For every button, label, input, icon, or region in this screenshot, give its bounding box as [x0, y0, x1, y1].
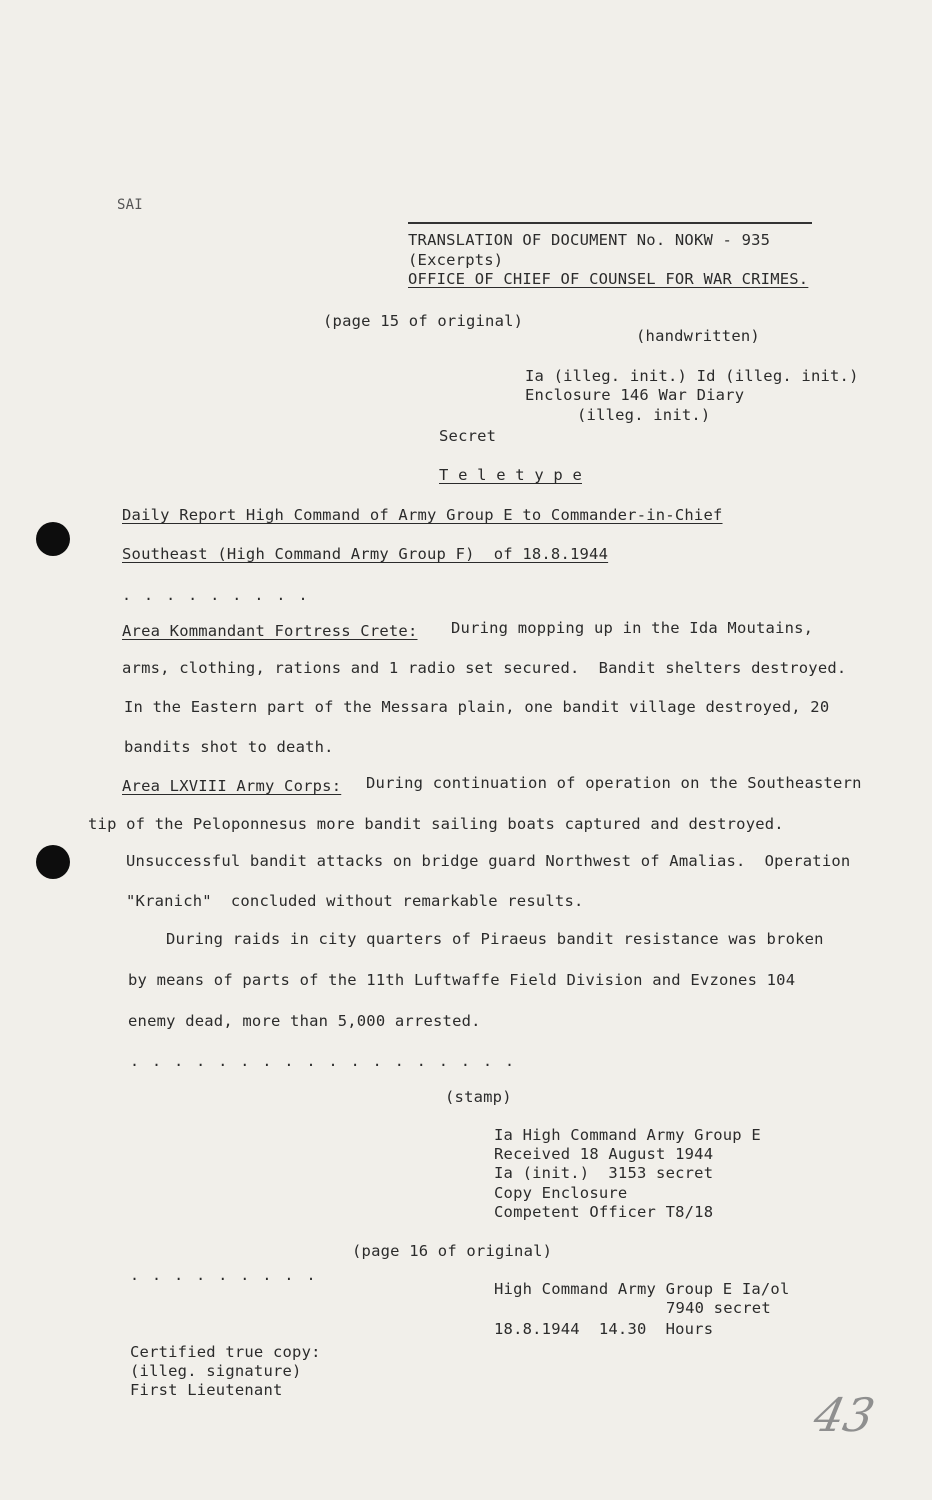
secret-label: Secret — [439, 427, 497, 445]
stamp-line-2: Received 18 August 1944 — [494, 1145, 714, 1163]
stamp-line-4: Copy Enclosure — [494, 1184, 628, 1202]
header-top-rule — [408, 222, 812, 224]
translation-title: TRANSLATION OF DOCUMENT No. NOKW - 935 — [408, 231, 771, 249]
page-15-label: (page 15 of original) — [323, 312, 524, 330]
subject-line-2: Southeast (High Command Army Group F) of 18.8.1944 — [122, 545, 609, 563]
corps-line-4: "Kranich" concluded without remarkable results. — [126, 892, 584, 910]
initials-line-2: Enclosure 146 War Diary — [525, 386, 745, 404]
certified-line-3: First Lieutenant — [130, 1381, 283, 1399]
subject-line-1: Daily Report High Command of Army Group E to Commander-in-Chief — [122, 506, 723, 524]
separator-dots-3: . . . . . . . . . — [130, 1266, 318, 1284]
footer-ref-line-3: 18.8.1944 14.30 Hours — [494, 1320, 714, 1338]
stamp-label: (stamp) — [445, 1088, 512, 1106]
footer-ref-line-2: 7940 secret — [666, 1299, 771, 1317]
stamp-line-5: Competent Officer T8/18 — [494, 1203, 714, 1221]
stamp-line-3: Ia (init.) 3153 secret — [494, 1164, 714, 1182]
certified-line-2: (illeg. signature) — [130, 1362, 302, 1380]
crete-line-4: bandits shot to death. — [124, 738, 334, 756]
separator-dots-2: . . . . . . . . . . . . . . . . . . — [130, 1052, 517, 1070]
corps-label: Area LXVIII Army Corps: — [122, 777, 342, 795]
footer-ref-line-1: High Command Army Group E Ia/ol — [494, 1280, 790, 1298]
page-16-label: (page 16 of original) — [352, 1242, 553, 1260]
handwritten-label: (handwritten) — [636, 327, 760, 345]
piraeus-line-2: by means of parts of the 11th Luftwaffe Field Division and Evzones 104 — [128, 971, 796, 989]
corps-line-3: Unsuccessful bandit attacks on bridge guard Northwest of Amalias. Operation — [126, 852, 851, 870]
corps-line-2: tip of the Peloponnesus more bandit sailing boats captured and destroyed. — [88, 815, 784, 833]
teletype-heading: T e l e t y p e — [439, 466, 582, 484]
office-title: OFFICE OF CHIEF OF COUNSEL FOR WAR CRIMES. — [408, 270, 809, 288]
initials-line-3: (illeg. init.) — [577, 406, 711, 424]
excerpts-label: (Excerpts) — [408, 251, 504, 269]
punch-hole-top — [36, 522, 70, 556]
stamp-line-1: Ia High Command Army Group E — [494, 1126, 761, 1144]
piraeus-line-3: enemy dead, more than 5,000 arrested. — [128, 1012, 481, 1030]
crete-line-2: arms, clothing, rations and 1 radio set secured. Bandit shelters destroyed. — [122, 659, 847, 677]
initials-line-1: Ia (illeg. init.) Id (illeg. init.) — [525, 367, 859, 385]
punch-hole-bottom — [36, 845, 70, 879]
piraeus-line-1: During raids in city quarters of Piraeus bandit resistance was broken — [166, 930, 824, 948]
separator-dots-1: . . . . . . . . . — [122, 586, 310, 604]
crete-line-1: During mopping up in the Ida Moutains, — [451, 619, 814, 637]
crete-label: Area Kommandant Fortress Crete: — [122, 622, 418, 640]
handwritten-page-number: 43 — [809, 1388, 880, 1442]
crete-line-3: In the Eastern part of the Messara plain, one bandit village destroyed, 20 — [124, 698, 830, 716]
corps-line-1: During continuation of operation on the Southeastern — [366, 774, 862, 792]
certified-line-1: Certified true copy: — [130, 1343, 321, 1361]
top-left-mark: SAI — [117, 197, 143, 213]
